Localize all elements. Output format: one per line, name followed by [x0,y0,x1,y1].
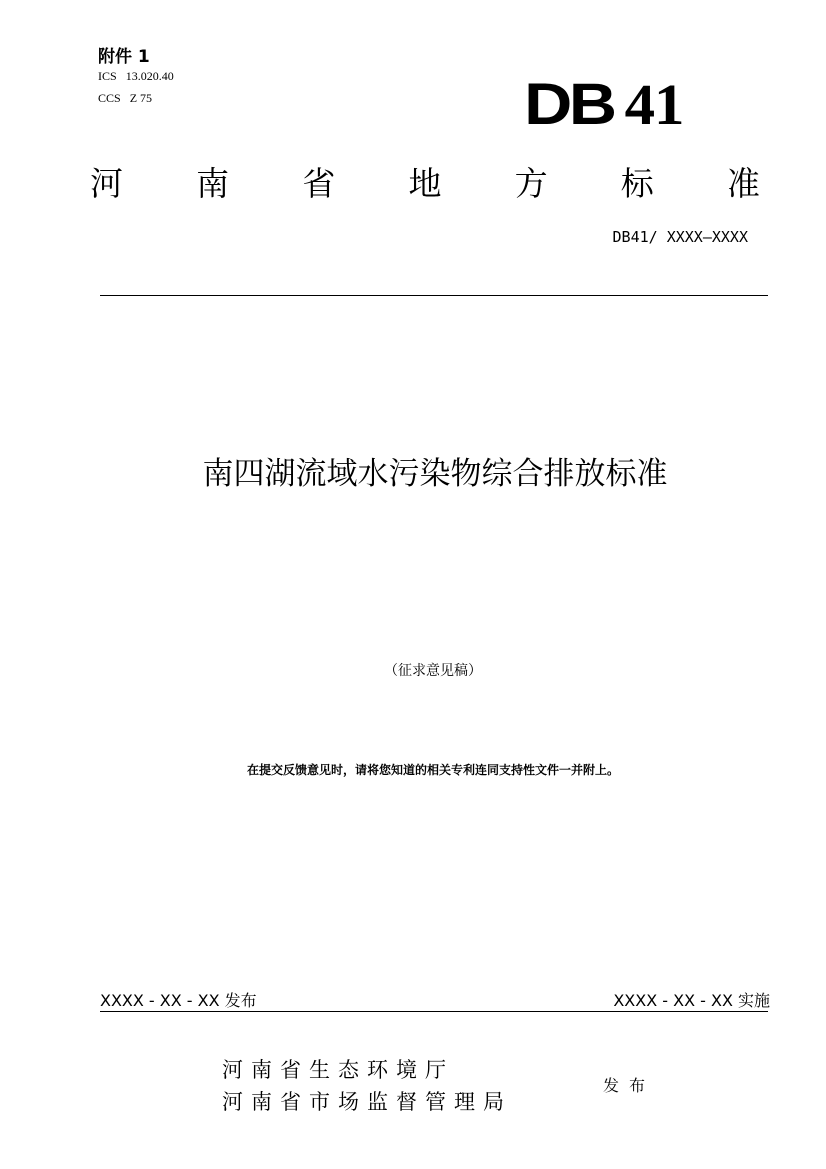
standard-type-char: 标 [620,164,654,203]
ccs-label: CCS [98,91,121,105]
logo-prefix: DB [524,72,614,137]
attachment-label: 附件 1 [98,47,150,67]
standard-type-char: 南 [196,164,230,203]
issue-date: XXXX - XX - XX 发布 [100,991,257,1010]
standard-number: DB41/ XXXX—XXXX [612,228,748,246]
standard-type-char: 省 [302,164,336,203]
issuer-name: 河南省市场监督管理局 [222,1090,512,1114]
publish-label: 发布 [603,1076,656,1095]
ccs-code [98,91,161,106]
patent-notice: 在提交反馈意见时，请将您知道的相关专利连同支持性文件一并附上。 [246,763,619,777]
ccs-value: Z 75 [129,91,153,105]
ics-value: 13.020.40 [125,69,174,83]
issuing-authorities [222,1054,512,1118]
db41-logo [524,72,684,137]
standard-type-title [90,158,760,205]
standard-type-char: 地 [408,164,442,203]
issuer-name: 河南省生态环境厅 [222,1058,454,1082]
top-divider [100,295,768,296]
ics-code [98,69,183,84]
implement-date: XXXX - XX - XX 实施 [613,991,770,1010]
draft-label: （征求意见稿） [384,663,482,679]
standard-type-char: 方 [514,164,548,203]
bottom-divider [100,1011,768,1012]
logo-number: 41 [624,72,684,137]
document-title: 南四湖流域水污染物综合排放标准 [202,456,668,492]
ics-label: ICS [98,69,117,83]
standard-type-char: 河 [90,164,123,203]
standard-type-char: 准 [726,164,760,203]
